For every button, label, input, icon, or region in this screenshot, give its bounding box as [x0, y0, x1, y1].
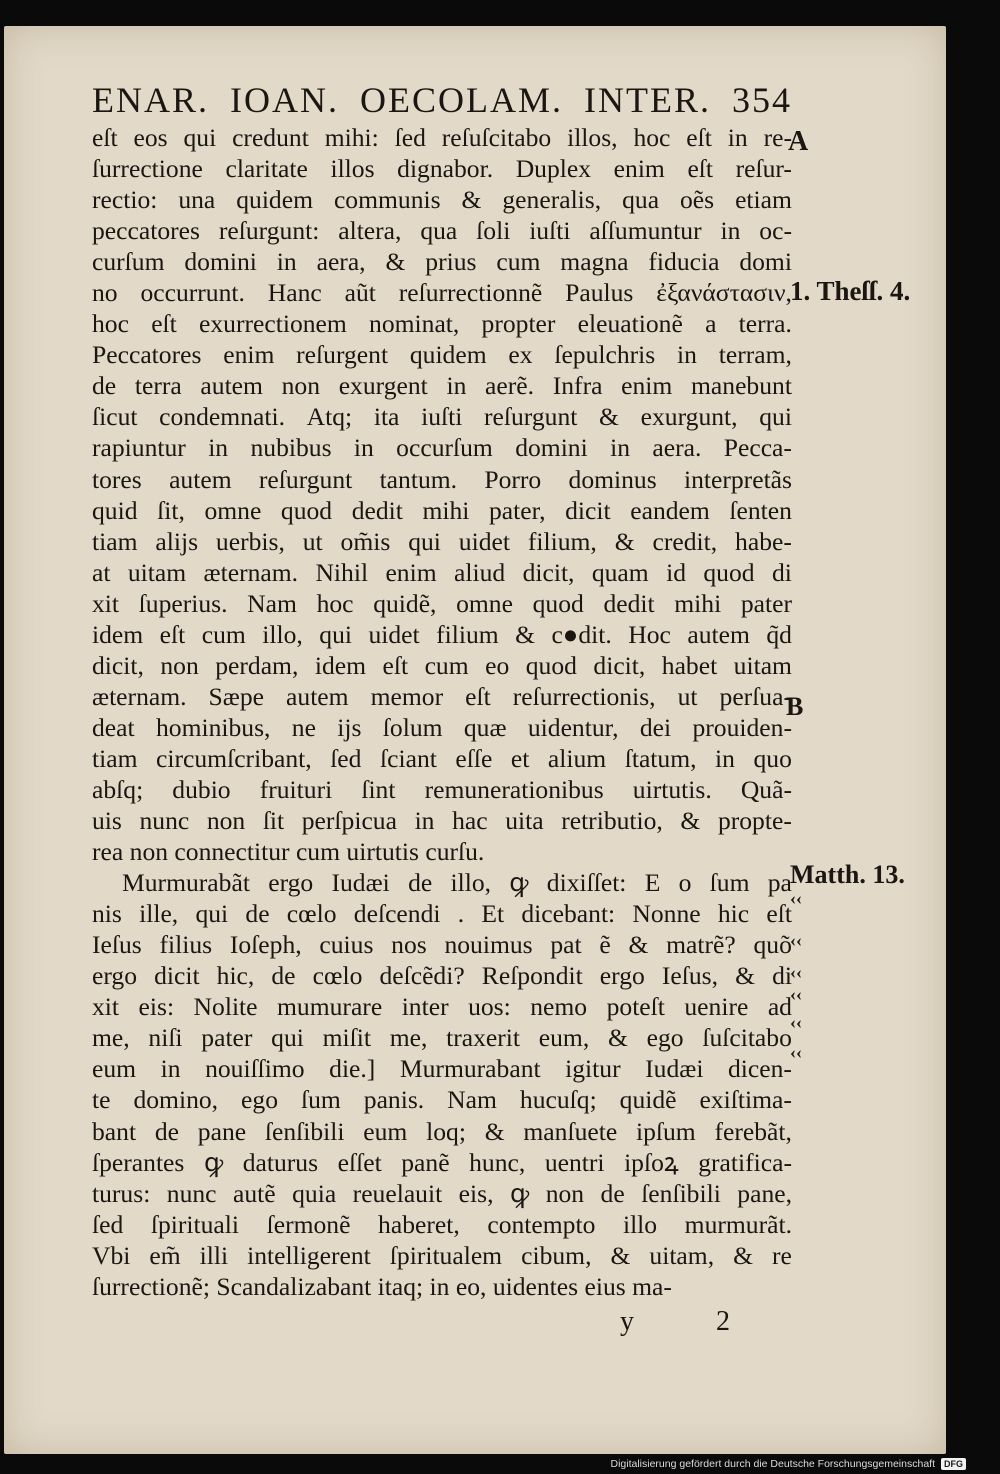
header-word: INTER.	[583, 80, 711, 120]
text-line: eum in nouiſſimo die.] Murmurabant igitur Iudæi dicen-	[92, 1054, 792, 1084]
text-line: deat hominibus, ne ijs ſolum quæ uidentur, dei prouiden-	[92, 712, 792, 742]
text-line: rapiuntur in nubibus in occurſum domini in aera. Pecca-	[92, 433, 792, 463]
text-line: curſum domini in aera, & prius cum magna fiducia domi	[92, 247, 792, 277]
quotation-mark: ‹‹	[790, 930, 802, 950]
header-word: ENAR.	[92, 80, 209, 120]
text-line: ſicut condemnati. Atq; ita iuſti reſurgunt & exurgunt, qui	[92, 402, 792, 432]
text-line: tiam circumſcribant, ſed ſciant eſſe et alium ſtatum, in quo	[92, 743, 792, 773]
text-line: te domino, ego ſum panis. Nam hucuſq; quidẽ exiſtima-	[92, 1085, 792, 1115]
signature-number: 2	[716, 1306, 730, 1337]
text-line: de terra autem non exurgent in aerẽ. Infra enim manebunt	[92, 371, 792, 401]
text-line: ſed ſpirituali ſermonẽ haberet, contempto illo murmurãt.	[92, 1209, 792, 1239]
text-line: peccatores reſurgunt: altera, qua ſoli iuſti aſſumuntur in oc-	[92, 216, 792, 246]
body-text	[92, 122, 792, 1302]
signature-mark	[620, 1306, 730, 1338]
text-line: ergo dicit hic, de cœlo deſcẽdi? Reſpondit ergo Ieſus, & di	[92, 961, 792, 991]
text-line: abſq; dubio fruituri ſint remunerationibus uirtutis. Quã-	[92, 774, 792, 804]
page-number: 354	[731, 80, 792, 120]
text-line: ſperantes ꝙ daturus eſſet panẽ hunc, uentri ipſoꝝ gratifica-	[92, 1147, 792, 1177]
text-line: bant de pane ſenſibili eum loq; & manſuete ipſum ferebãt,	[92, 1116, 792, 1146]
header-word: OECOLAM.	[359, 80, 563, 120]
quotation-mark: ‹‹	[790, 1012, 802, 1032]
text-line: dicit, non perdam, idem eſt cum eo quod dicit, habet uitam	[92, 650, 792, 680]
text-line: ſurrectionẽ; Scandalizabant itaq; in eo, uidentes eius ma-	[92, 1271, 672, 1301]
text-line: uis nunc non ſit perſpicua in hac uita retributio, & propte-	[92, 806, 792, 836]
text-line: xit ſuperius. Nam hoc quidẽ, omne quod dedit mihi pater	[92, 588, 792, 618]
margin-letter-a: A	[788, 126, 809, 157]
running-header	[92, 78, 792, 122]
text-line: eſt eos qui credunt mihi: ſed reſuſcitabo illos, hoc eſt in re-	[92, 123, 792, 152]
text-line: Vbi em̃ illi intelligerent ſpiritualem cibum, & uitam, & re	[92, 1240, 792, 1270]
text-line: ſurrectione claritate illos dignabor. Duplex enim eſt reſur-	[92, 154, 792, 184]
margin-reference-matthew: Matth. 13.	[790, 860, 905, 889]
quotation-mark: ‹‹	[790, 962, 802, 982]
dfg-logo-icon: DFG	[941, 1458, 966, 1470]
text-line: quid ſit, omne quod dedit mihi pater, dicit eandem ſenten	[92, 495, 792, 525]
text-line: xit eis: Nolite mumurare inter uos: nemo poteſt uenire ad	[92, 992, 792, 1022]
text-line: rea non connectitur cum uirtutis curſu.	[92, 837, 485, 867]
text-line: rectio: una quidem communis & generalis, qua oẽs etiam	[92, 185, 792, 215]
text-line: no occurrunt. Hanc aũt reſurrectionnẽ Paulus ἐξανάστασιν,	[92, 278, 792, 308]
text-line: Peccatores enim reſurgent quidem ex ſepulchris in terram,	[92, 340, 792, 370]
text-line: hoc eſt exurrectionem nominat, propter eleuationẽ a terra.	[92, 309, 792, 339]
text-line: at uitam æternam. Nihil enim aliud dicit, quam id quod di	[92, 557, 792, 587]
header-word: IOAN.	[230, 80, 339, 120]
text-line: Ieſus filius Ioſeph, cuius nos nouimus pat ẽ & matrẽ? quõ	[92, 930, 792, 960]
margin-letter-b: B	[786, 692, 804, 721]
text-line: me, niſi pater qui miſit me, traxerit eum, & ego ſuſcitabo	[92, 1023, 792, 1053]
text-line: Murmurabãt ergo Iudæi de illo, ꝙ dixiſſet: E o ſum pa	[122, 868, 792, 898]
quotation-mark: ‹‹	[790, 984, 802, 1004]
quotation-mark: ‹‹	[790, 1042, 802, 1062]
footer-text: Digitalisierung gefördert durch die Deutsche Forschungsgemeinschaft	[610, 1458, 935, 1470]
signature-letter: y	[620, 1306, 634, 1337]
text-line: nis ille, qui de cœlo deſcendi . Et dicebant: Nonne hic eſt	[92, 899, 792, 929]
quotation-mark: ‹‹	[790, 888, 802, 908]
text-line: idem eſt cum illo, qui uidet filium & c●dit. Hoc autem q̃d	[92, 619, 792, 649]
text-line: tores autem reſurgunt tantum. Porro dominus interpretãs	[92, 464, 792, 494]
text-line: tiam alijs uerbis, ut om̃is qui uidet filium, & credit, habe-	[92, 526, 792, 556]
text-line: æternam. Sæpe autem memor eſt reſurrectionis, ut perſua-	[92, 681, 792, 711]
margin-reference-thessalonians: 1. Theſſ. 4.	[790, 276, 911, 306]
digitization-footer	[610, 1458, 966, 1470]
text-line: turus: nunc autẽ quia reuelauit eis, ꝙ non de ſenſibili pane,	[92, 1178, 792, 1208]
